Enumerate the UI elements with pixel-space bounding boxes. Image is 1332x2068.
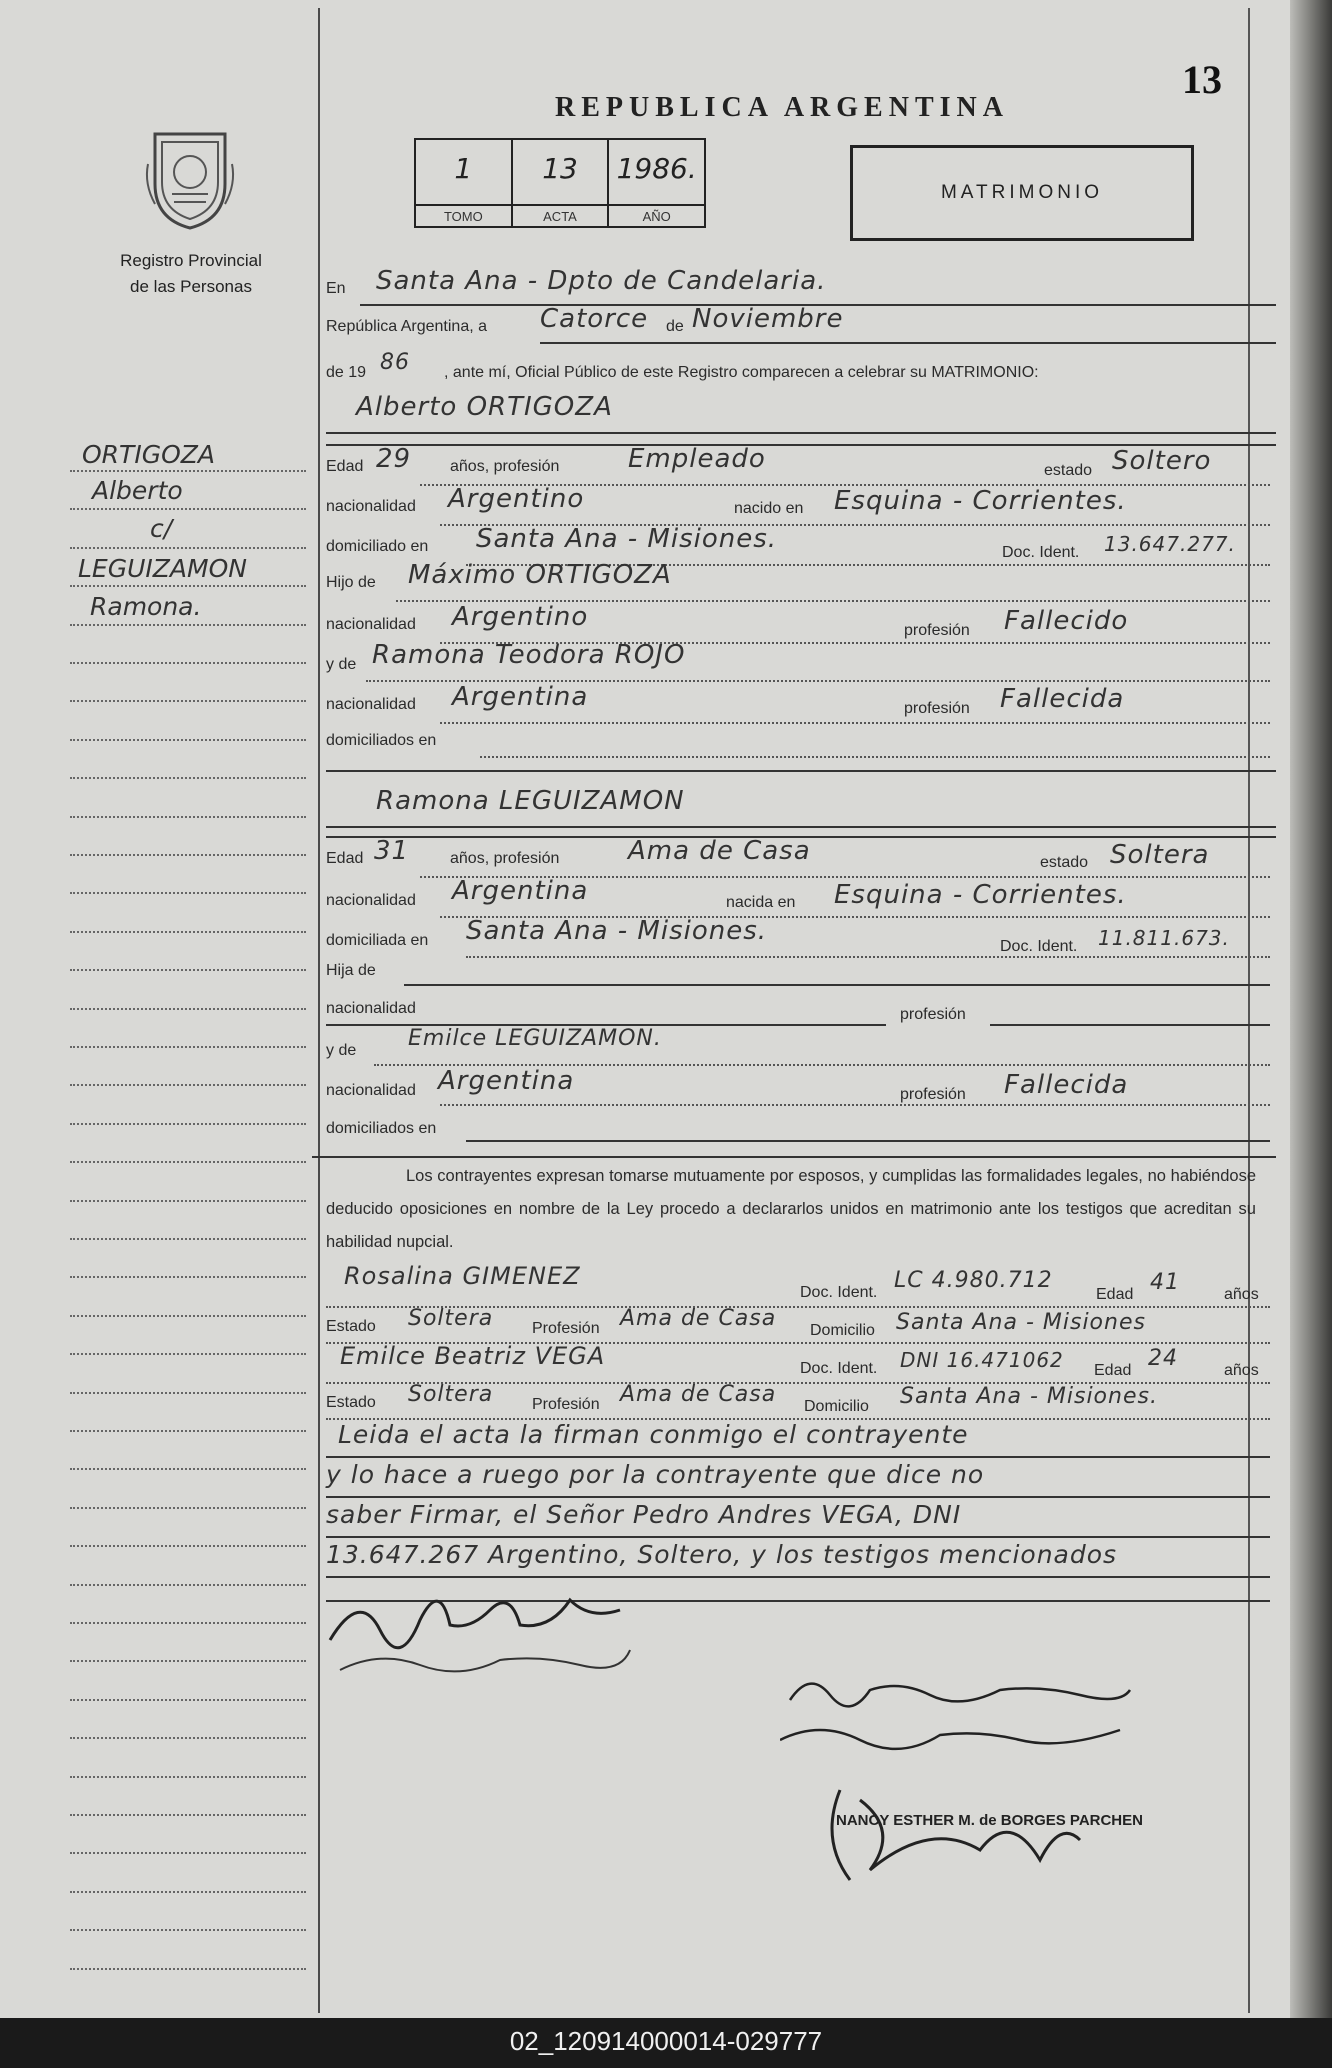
bride-mother: Emilce LEGUIZAMON. [408,1026,662,1051]
groom-nationality: Argentino [448,484,585,514]
bride-prof-label: años, profesión [450,850,560,867]
closing-rule-3 [326,1536,1270,1538]
margin-dotted-line [70,777,306,779]
closing-rule-2 [326,1496,1270,1498]
ano-cell [609,140,704,226]
record-type: MATRIMONIO [850,145,1194,241]
closing-line-4: 13.647.267 Argentino, Soltero, y los testigos mencionados [326,1540,1118,1569]
margin-dotted-line [70,1315,306,1317]
witness1-domicile: Santa Ana - Misiones [896,1310,1146,1335]
witness2-domicile: Santa Ana - Misiones. [900,1384,1158,1409]
mother-prof-label: profesión [904,700,970,717]
margin-dotted-line [70,1353,306,1355]
groom-status: Soltero [1112,446,1212,476]
witness1-profession: Ama de Casa [620,1306,777,1331]
bride-doc: 11.811.673. [1098,926,1230,950]
margin-dotted-line [70,1699,306,1701]
witness1-doc: LC 4.980.712 [894,1268,1053,1293]
witness1-years-label: años [1224,1286,1259,1303]
parents-dom-label: domiciliados en [326,732,437,749]
de-label: de [666,318,684,335]
margin-dotted-line [70,1776,306,1778]
groom-name: Alberto ORTIGOZA [356,392,613,422]
margin-dotted-line [70,1891,306,1893]
bride-domicile: Santa Ana - Misiones. [466,916,768,946]
witness1-age: 41 [1150,1270,1180,1295]
daughter-of-label: Hija de [326,962,376,979]
place-value: Santa Ana - Dpto de Candelaria. [376,266,827,296]
margin-dotted-line [70,1161,306,1163]
witness2-status: Soltera [408,1382,494,1407]
father-nationality: Argentino [452,602,589,632]
bride-and-of-label: y de [326,1042,357,1059]
day-value: Catorce [540,304,649,334]
witness1-dom-label: Domicilio [810,1322,875,1339]
year-value: 86 [380,350,410,375]
bride-profession: Ama de Casa [628,836,811,866]
groom-born-label: nacido en [734,500,804,517]
margin-dotted-line [70,585,306,587]
bride-mother-nationality: Argentina [438,1066,575,1096]
margin-dotted-line [70,1545,306,1547]
margin-dotted-line [70,1084,306,1086]
witness-signatures-icon [780,1660,1140,1760]
closing-line-1: Leida el acta la firman conmigo el contrayente [338,1420,969,1449]
witness2-dom-label: Domicilio [804,1398,869,1415]
groom-father: Máximo ORTIGOZA [408,560,672,590]
groom-domicile: Santa Ana - Misiones. [476,524,778,554]
groom-status-label: estado [1044,462,1093,479]
republic-label: República Argentina, a [326,318,487,335]
tomo-acta-ano-box [414,138,706,228]
bride-father-prof-line [990,1024,1270,1026]
groom-name-line [326,432,1276,434]
bride-mother-nat-label: nacionalidad [326,1082,416,1099]
witness2-doc: DNI 16.471062 [900,1348,1064,1372]
margin-dotted-line [70,1276,306,1278]
bride-divider [326,770,1276,772]
margin-dotted-line [70,1507,306,1509]
groom-prof-label: años, profesión [450,458,560,475]
acta-label: ACTA [513,204,608,224]
witness2-name: Emilce Beatriz VEGA [340,1342,606,1370]
witness2-age: 24 [1148,1346,1178,1371]
father-profession: Fallecido [1004,606,1129,636]
witness2-doc-label: Doc. Ident. [800,1360,878,1377]
margin-rule [318,8,320,2013]
groom-doc-label: Doc. Ident. [1002,544,1080,561]
margin-dotted-line [70,931,306,933]
closing-line-3: saber Firmar, el Señor Pedro Andres VEGA, DNI [326,1500,962,1529]
witness2-status-label: Estado [326,1394,376,1411]
closing-line-2: y lo hace a ruego por la contrayente que dice no [326,1460,985,1489]
bride-nationality: Argentina [452,876,589,906]
tomo-value: 1 [454,152,473,185]
margin-dotted-line [70,1200,306,1202]
father-nat-label: nacionalidad [326,616,416,633]
margin-dotted-line [70,969,306,971]
margin-dotted-line [70,700,306,702]
margin-dotted-line [70,1737,306,1739]
margin-dotted-line [70,1123,306,1125]
parents-dom-line [480,756,1270,758]
bride-father-prof-label: profesión [900,1006,966,1023]
margin-dotted-line [70,1584,306,1586]
bride-name-line [326,826,1276,828]
declaration-text: Los contrayentes expresan tomarse mutuamente por esposos, y cumplidas las formalidades legales, no habiéndose deducido oposiciones en nombre de la Ley procedo a declararlos unidos en matrimonio ante los testigos que acreditan su habilidad nupcial. [326,1167,1256,1251]
groom-signature-icon [320,1570,640,1680]
margin-dotted-line [70,1968,306,1970]
registry-line-1: Registro Provincial [120,251,262,270]
margin-dotted-line [70,1622,306,1624]
bride-father-nat-label: nacionalidad [326,1000,416,1017]
groom-age: 29 [376,444,412,474]
acta-value: 13 [542,152,578,185]
father-prof-label: profesión [904,622,970,639]
margin-dotted-line [70,1468,306,1470]
witness2-prof-label: Profesión [532,1396,600,1413]
mother-nat-label: nacionalidad [326,696,416,713]
officer-stamp: NANCY ESTHER M. de BORGES PARCHEN [836,1812,1143,1829]
book-spine [1290,0,1332,2018]
margin-dotted-line [70,892,306,894]
image-id-footer: 02_120914000014-029777 [509,2026,823,2056]
bride-parents-dom-label: domiciliados en [326,1120,437,1137]
groom-doc: 13.647.277. [1104,532,1236,556]
month-value: Noviembre [692,304,844,334]
witness1-age-label: Edad [1096,1286,1134,1303]
margin-dotted-line [70,1929,306,1931]
right-rule [1248,8,1250,2013]
officer-signature-icon [780,1780,1100,1890]
bride-status: Soltera [1110,840,1210,870]
bride-mother-profession: Fallecida [1004,1070,1129,1100]
margin-note-firstname-2: Ramona. [90,592,202,621]
country-heading: REPUBLICA ARGENTINA [555,92,1009,123]
groom-nat-label: nacionalidad [326,498,416,515]
margin-dotted-line [70,1430,306,1432]
tomo-label: TOMO [416,204,511,224]
margin-note-conj: c/ [150,514,173,543]
margin-dotted-line [70,1814,306,1816]
margin-dotted-line [70,739,306,741]
margin-dotted-line [70,854,306,856]
groom-age-label: Edad [326,458,364,475]
margin-note-firstname: Alberto [92,476,183,505]
tomo-cell [416,140,513,226]
section-divider [312,1156,1276,1158]
ante-text: , ante mí, Oficial Público de este Registro comparecen a celebrar su MATRIMONIO: [444,364,1039,381]
margin-dotted-line [70,816,306,818]
witness2-profession: Ama de Casa [620,1382,777,1407]
mother-nat-line [440,722,1270,724]
mother-nationality: Argentina [452,682,589,712]
margin-note-surname: ORTIGOZA [82,440,215,469]
bride-name: Ramona LEGUIZAMON [376,786,685,816]
margin-dotted-line [70,1660,306,1662]
margin-dotted-line [70,624,306,626]
bride-born-label: nacida en [726,894,796,911]
acta-cell [513,140,610,226]
margin-dotted-line [70,1238,306,1240]
groom-mother: Ramona Teodora ROJO [372,640,686,670]
witness1-status-label: Estado [326,1318,376,1335]
bride-dom-label: domiciliada en [326,932,429,949]
margin-dotted-line [70,1392,306,1394]
bride-mother-nat-line [440,1104,1270,1106]
registry-line-2: de las Personas [130,277,252,296]
witness2-age-label: Edad [1094,1362,1132,1379]
witness1-doc-label: Doc. Ident. [800,1284,878,1301]
registry-name [96,248,286,300]
bride-nat-label: nacionalidad [326,892,416,909]
ano-value: 1986. [616,152,697,185]
groom-birthplace: Esquina - Corrientes. [834,486,1127,516]
year-prefix: de 19 [326,364,367,381]
witness1-status: Soltera [408,1306,494,1331]
margin-dotted-line [70,1008,306,1010]
groom-profession: Empleado [628,444,766,474]
groom-dom-label: domiciliado en [326,538,429,555]
bride-status-label: estado [1040,854,1089,871]
margin-dotted-line [70,470,306,472]
margin-dotted-line [70,662,306,664]
ano-label: AÑO [609,204,704,224]
bride-doc-label: Doc. Ident. [1000,938,1078,955]
bride-age-label: Edad [326,850,364,867]
bride-dom-line [466,956,1270,958]
bride-parents-dom-line [466,1140,1270,1142]
bride-mother-prof-label: profesión [900,1086,966,1103]
and-of-label: y de [326,656,357,673]
closing-rule-1 [326,1456,1270,1458]
son-of-label: Hijo de [326,574,376,591]
bride-age: 31 [374,836,410,866]
witness1-name: Rosalina GIMENEZ [344,1262,581,1290]
witness2-years-label: años [1224,1362,1259,1379]
mother-profession: Fallecida [1000,684,1125,714]
margin-dotted-line [70,547,306,549]
page-number: 13 [1182,57,1222,102]
margin-dotted-line [70,508,306,510]
provincial-seal-icon [140,124,240,232]
en-label: En [326,280,346,297]
bride-birthplace: Esquina - Corrientes. [834,880,1127,910]
margin-note-surname-2: LEGUIZAMON [78,554,247,583]
date-line [540,342,1276,344]
witness1-prof-label: Profesión [532,1320,600,1337]
bride-father-line [404,984,1270,986]
margin-dotted-line [70,1046,306,1048]
margin-dotted-line [70,1852,306,1854]
